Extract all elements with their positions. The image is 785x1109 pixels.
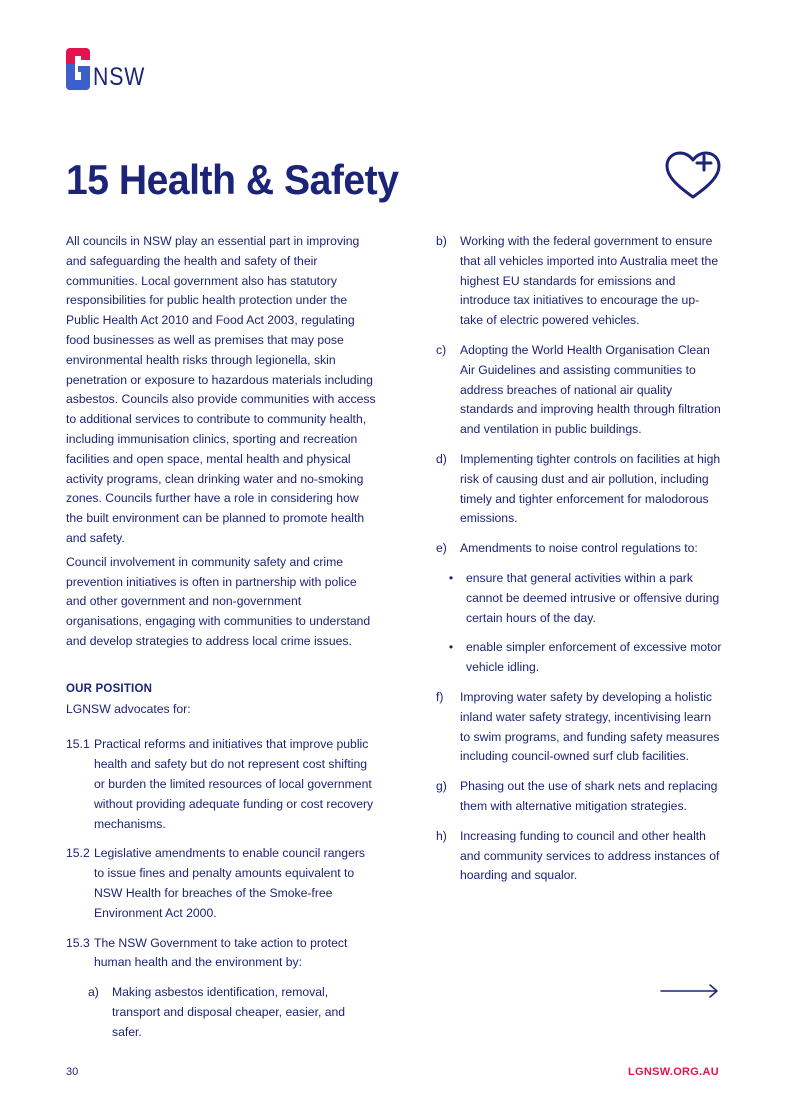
item-number: 15.1 — [66, 737, 90, 752]
sub-list-item — [436, 450, 722, 529]
sub-item-letter: c) — [436, 342, 447, 357]
left-column — [66, 232, 378, 1042]
sub-list-item — [436, 688, 722, 767]
list-item — [66, 934, 378, 974]
bullet-item — [436, 569, 722, 628]
item-text: Legislative amendments to enable council rangers to issue fines and penalty amounts equivalent to NSW Health for breaches of the Smoke-free Environment Act 2000. — [94, 846, 365, 920]
sub-item-letter: a) — [88, 985, 99, 1000]
right-column — [436, 232, 722, 896]
sub-item-letter: f) — [436, 689, 444, 704]
our-position-heading: OUR POSITION — [66, 682, 153, 695]
lgnsw-logo — [66, 44, 154, 90]
sub-item-letter: e) — [436, 541, 447, 556]
arrow-right-icon[interactable] — [660, 984, 720, 998]
lgnsw-logo-mark — [66, 46, 90, 90]
item-text: Practical reforms and initiatives that improve public health and safety but do not represent cost shifting or burden the limited resources of local government without providing adequate funding or cost recovery mechanisms. — [94, 737, 374, 831]
sub-item-letter: d) — [436, 451, 447, 466]
heart-plus-icon — [664, 150, 722, 202]
bullet-item — [436, 638, 722, 678]
sub-list-item — [436, 827, 722, 886]
position-list — [66, 735, 378, 1042]
bullet-icon: • — [448, 640, 454, 655]
list-item — [66, 735, 378, 834]
bullet-icon: • — [448, 570, 454, 585]
sub-list-item — [436, 539, 722, 559]
bullet-list — [436, 569, 722, 678]
sub-item-letter: g) — [436, 779, 447, 794]
page-number: 30 — [66, 1066, 79, 1078]
sub-item-text: Working with the federal government to ensure that all vehicles imported into Australia meet the highest EU standards for emissions and introduce tax initiatives to encourage the up-take of electric powered vehicles. — [460, 234, 719, 328]
sub-item-text: Increasing funding to council and other health and community services to address instances of hoarding and squalor. — [460, 828, 720, 883]
sub-item-letter: b) — [436, 234, 447, 248]
list-item — [66, 844, 378, 923]
sub-item-text: Improving water safety by developing a holistic inland water safety strategy, incentivising learn to swim programs, and funding safety measures including council-owned surf club facilities. — [460, 689, 720, 764]
sub-list-item — [436, 777, 722, 817]
sub-item-text: Adopting the World Health Organisation Clean Air Guidelines and assisting communities to address breaches of national air quality standards and improving health through filtration and ventilation in public buildings. — [460, 342, 721, 437]
position-lead: LGNSW advocates for: — [66, 701, 191, 716]
item-number: 15.3 — [66, 935, 90, 950]
sub-item-text: Making asbestos identification, removal, transport and disposal cheaper, easier, and safer. — [112, 985, 346, 1039]
sub-list-item — [436, 232, 722, 331]
bullet-text: enable simpler enforcement of excessive motor vehicle idling. — [466, 640, 722, 675]
logo-text: NSW — [93, 63, 146, 91]
website-link[interactable]: LGNSW.ORG.AU — [628, 1066, 719, 1078]
sub-item-text: Implementing tighter controls on facilities at high risk of causing dust and air pollution, including timely and tighter enforcement for malodorous emissions. — [460, 451, 721, 526]
intro-paragraph-1: All councils in NSW play an essential part in improving and safeguarding the health and safety of their communities. Local government also has statutory responsibilities for public health protection under the Public Health Act 2010 and Food Act 2003, regulating food businesses as well as premises that may pose environmental health risks through legionella, skin penetration or exposure to hazardous materials including asbestos. Councils also provide communities with access to additional services to contribute to community health, including immunisation clinics, sporting and recreation facilities and open space, mental health and physical activity programs, clean drinking water and no-smoking zones. Councils further have a role in considering how the built environment can be planned to promote health and safety. — [66, 234, 376, 545]
sub-item-text: Phasing out the use of shark nets and replacing them with alternative mitigation strategies. — [460, 779, 718, 813]
sub-item-text: Amendments to noise control regulations to: — [460, 541, 698, 556]
bullet-text: ensure that general activities within a park cannot be deemed intrusive or offensive during certain hours of the day. — [466, 570, 720, 625]
sub-list-item — [436, 341, 722, 440]
item-number: 15.2 — [66, 846, 90, 861]
item-text: The NSW Government to take action to protect human health and the environment by: — [94, 935, 348, 970]
page-title: 15 Health & Safety — [66, 156, 399, 203]
intro-paragraph-2: Council involvement in community safety and crime prevention initiatives is often in partnership with police and other government and non-government organisations, engaging with communities to understand and develop strategies to address local crime issues. — [66, 554, 371, 648]
sub-list-item — [66, 983, 378, 1042]
sub-item-letter: h) — [436, 828, 447, 843]
